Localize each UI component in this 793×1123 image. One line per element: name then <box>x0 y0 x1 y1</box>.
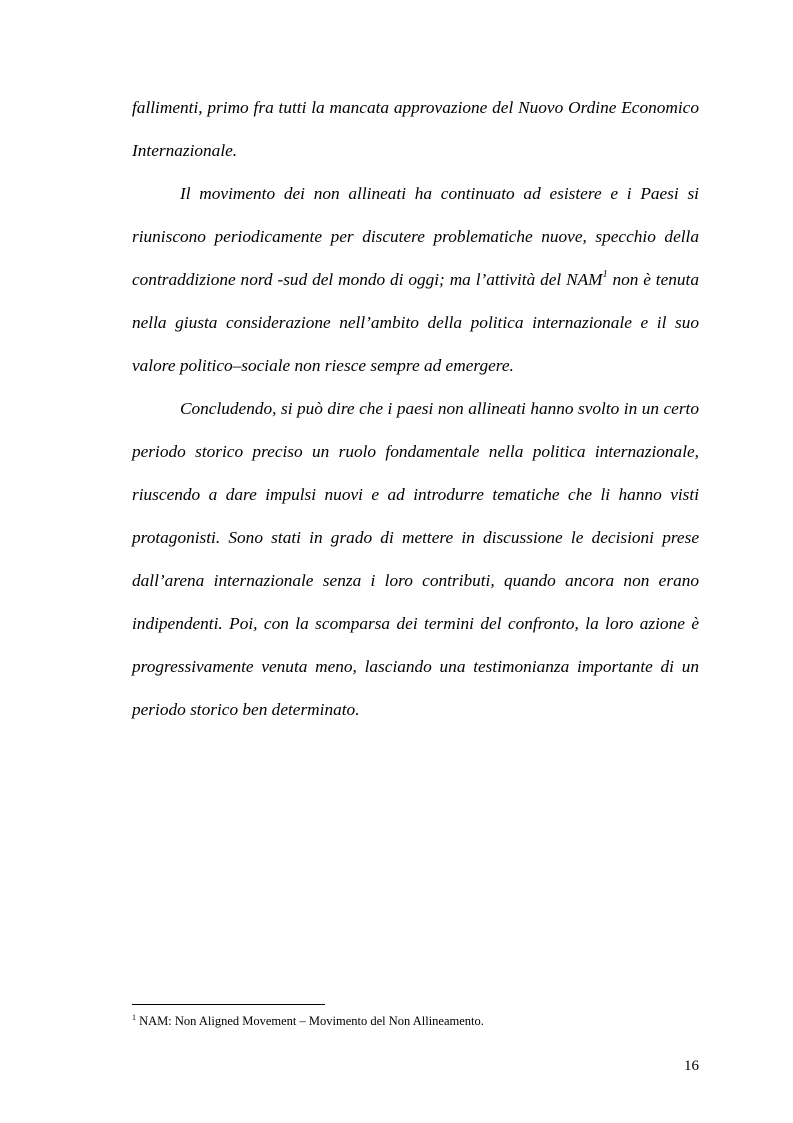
footnote-reference: 1 <box>602 269 608 280</box>
footnote-number: 1 <box>132 1013 136 1022</box>
paragraph-1-text: fallimenti, primo fra tutti la mancata approvazione del Nuovo Ordine Economico Internazionale. <box>132 98 699 160</box>
paragraph-3-text: Concludendo, si può dire che i paesi non allineati hanno svolto in un certo periodo storico preciso un ruolo fondamentale nella politica internazionale, riuscendo a dare impulsi nuovi e ad introdurre tematiche che li hanno visti protagonisti. Sono stati in grado di mettere in discussione le decisioni prese dall’arena internazionale senza i loro contributi, quando ancora non erano indipendenti. Poi, con la scomparsa dei termini del confronto, la loro azione è progressivamente venuta meno, lasciando una testimonianza importante di un periodo storico ben determinato. <box>132 399 699 719</box>
page-number: 16 <box>684 1058 699 1074</box>
paragraph-2 <box>132 172 699 387</box>
paragraph-3 <box>132 387 699 731</box>
footnote <box>132 1013 484 1029</box>
paragraph-2-text-before: Il movimento dei non allineati ha continuato ad esistere e i Paesi si riuniscono periodicamente per discutere problematiche nuove, specchio della contraddizione nord -sud del mondo di oggi; ma l’attività del NAM <box>132 184 699 289</box>
paragraph-1 <box>132 86 699 172</box>
footnote-text: NAM: Non Aligned Movement – Movimento del Non Allineamento. <box>136 1014 484 1028</box>
footnote-separator <box>132 1004 325 1005</box>
paragraph-2-text-after: non è tenuta nella giusta considerazione nell’ambito della politica internazionale e il suo valore politico–sociale non riesce sempre ad emergere. <box>132 270 699 375</box>
page-body <box>132 86 699 731</box>
